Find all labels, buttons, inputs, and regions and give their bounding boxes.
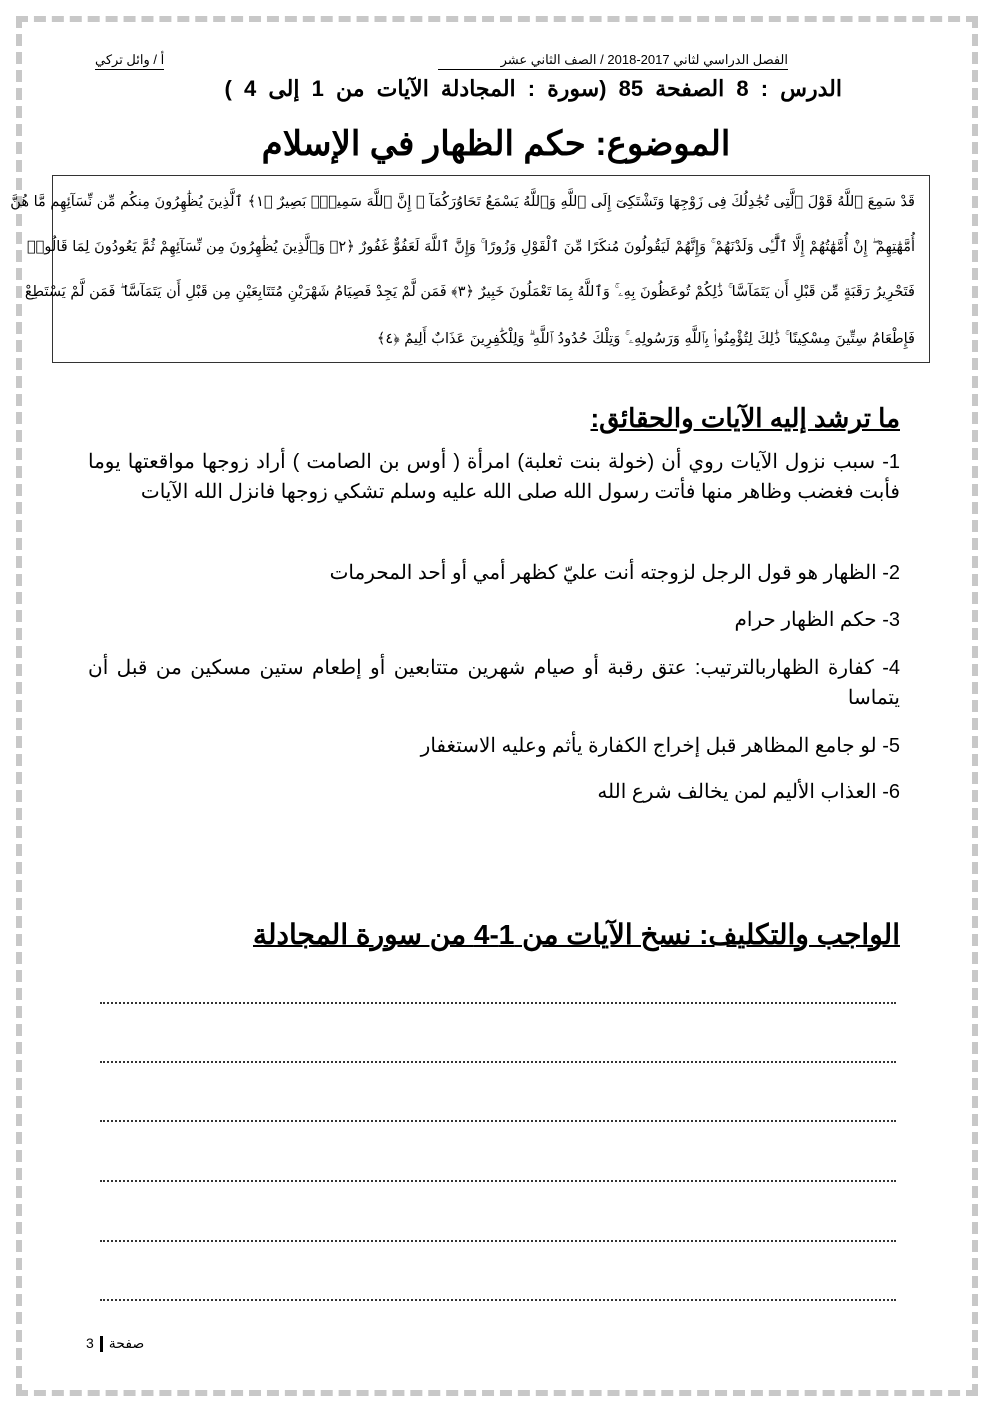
page-footer	[86, 1335, 144, 1352]
lesson-info: الدرس : 8 الصفحة 85 (سورة : المجادلة الآيات من 1 إلى 4 )	[224, 76, 842, 101]
fact-item: 5- لو جامع المظاهر قبل إخراج الكفارة يأثم وعليه الاستغفار	[420, 735, 900, 757]
answer-line[interactable]	[100, 1299, 896, 1301]
answer-line[interactable]	[100, 1061, 896, 1063]
footer-divider	[100, 1336, 103, 1352]
teacher-name: أ / وائل تركي	[95, 52, 164, 70]
quran-line: فَإِطْعَامُ سِتِّينَ مِسْكِينًا ۚ ذَٰلِكَ لِتُؤْمِنُوا۟ بِٱللَّهِ وَرَسُولِهِۦ ۚ وَتِلْكَ حُدُودُ ٱللَّهِ ۗ وَلِلْكَٰفِرِينَ عَذَابٌ أَلِيمٌ ﴿٤﴾	[376, 331, 915, 347]
answer-line[interactable]	[100, 1002, 896, 1004]
homework-heading: الواجب والتكليف: نسخ الآيات من 1-4 من سورة المجادلة	[253, 919, 900, 950]
fact-item: 3- حكم الظهار حرام	[734, 609, 900, 631]
quran-line: فَتَحْرِيرُ رَقَبَةٍ مِّن قَبْلِ أَن يَتَمَآسَّا ۚ ذَٰلِكُمْ تُوعَظُونَ بِهِۦ ۚ وَٱللَّهُ بِمَا تَعْمَلُونَ خَبِيرٌ ﴿٣﴾ فَمَن لَّمْ يَجِدْ فَصِيَامُ شَهْرَيْنِ مُتَتَابِعَيْنِ مِن قَبْلِ أَن يَتَمَآسَّا ۖ فَمَن لَّمْ يَسْتَطِعْ	[24, 284, 915, 300]
page-label: صفحة	[108, 1335, 145, 1351]
fact-item: 1- سبب نزول الآيات روي أن (خولة بنت ثعلبة) امرأة ( أوس بن الصامت ) أراد زوجها مواقعتها يوما فأبت فغضب وظاهر منها فأتت رسول الله صلى الله عليه وسلم تشكي زوجها فانزل الله الآيات	[88, 451, 900, 503]
semester-line: الفصل الدراسي لثاني 2017-2018 / الصف الثاني عشر	[438, 52, 788, 70]
page-number: 3	[86, 1335, 94, 1351]
answer-line[interactable]	[100, 1120, 896, 1122]
answer-line[interactable]	[100, 1240, 896, 1242]
quran-verses-box	[10, 175, 930, 363]
fact-item: 4- كفارة الظهاربالترتيب: عتق رقبة أو صيام شهرين متتابعين أو إطعام ستين مسكين من قبل أن يتماسا	[88, 657, 900, 709]
answer-line[interactable]	[100, 1180, 896, 1182]
quran-line: قَدْ سَمِعَ ٱللَّهُ قَوْلَ ٱلَّتِى تُجَٰدِلُكَ فِى زَوْجِهَا وَتَشْتَكِىٓ إِلَى ٱللَّهِ وَٱللَّهُ يَسْمَعُ تَحَاوُرَكُمَآ ۚ إِنَّ ٱللَّهَ سَمِيعٌۢ بَصِيرٌ ﴿١﴾ ٱلَّذِينَ يُظَٰهِرُونَ مِنكُم مِّن نِّسَآئِهِم مَّا هُنَّ	[10, 194, 915, 210]
page-title: الموضوع: حكم الظهار في الإسلام	[261, 125, 731, 163]
fact-item: 6- العذاب الأليم لمن يخالف شرع الله	[597, 781, 900, 803]
facts-heading: ما ترشد إليه الآيات والحقائق:	[590, 403, 900, 433]
quran-line: أُمَّهَٰتِهِمْ ۖ إِنْ أُمَّهَٰتُهُمْ إِلَّا ٱلَّٰٓـِٔى وَلَدْنَهُمْ ۚ وَإِنَّهُمْ لَيَقُولُونَ مُنكَرًا مِّنَ ٱلْقَوْلِ وَزُورًا ۚ وَإِنَّ ٱللَّهَ لَعَفُوٌّ غَفُورٌ ﴿٢﴾ وَٱلَّذِينَ يُظَٰهِرُونَ مِن نِّسَآئِهِمْ ثُمَّ يَعُودُونَ لِمَا قَالُوا۟	[26, 239, 915, 255]
fact-item: 2- الظهار هو قول الرجل لزوجته أنت عليّ كظهر أمي أو أحد المحرمات	[329, 562, 900, 584]
